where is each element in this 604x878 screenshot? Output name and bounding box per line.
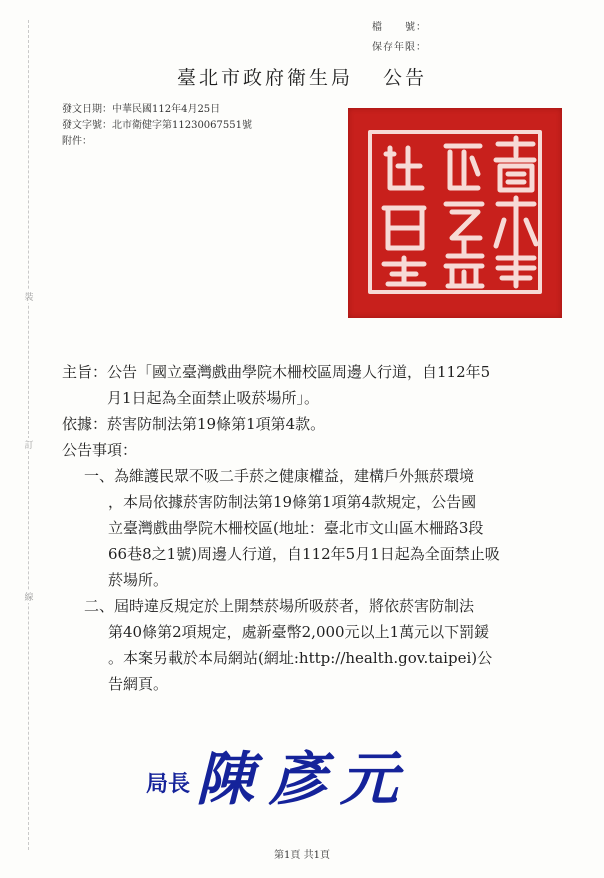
signature-role: 局長 bbox=[146, 772, 191, 797]
margin-mark-bind: 裝 bbox=[23, 290, 35, 303]
subject-line-2: 月1日起為全面禁止吸菸場所」。 bbox=[62, 389, 320, 407]
basis-line: 依據：菸害防制法第19條第1項第4款。 bbox=[62, 415, 326, 433]
attachment-label: 附件： bbox=[62, 136, 92, 147]
item-1-line-3: 立臺灣戲曲學院木柵校區(地址：臺北市文山區木柵路3段 bbox=[108, 519, 484, 537]
item-2-line-4: 告網頁。 bbox=[108, 675, 169, 693]
margin-mark-line: 線 bbox=[23, 590, 35, 603]
page-number: 第1頁 共1頁 bbox=[274, 850, 330, 861]
director-signature bbox=[146, 732, 412, 816]
official-seal bbox=[348, 108, 562, 318]
item-1-line-5: 菸場所。 bbox=[108, 571, 169, 589]
issue-date: 發文日期：中華民國112年4月25日 bbox=[62, 104, 221, 115]
document-number: 發文字號：北市衛健字第11230067551號 bbox=[62, 120, 252, 131]
item-2-line-2: 第40條第2項規定，處新臺幣2,000元以上1萬元以下罰鍰 bbox=[108, 623, 490, 641]
margin-mark-staple: 訂 bbox=[23, 438, 35, 451]
document-type: 公告 bbox=[383, 67, 428, 89]
retention-period-label: 保存年限： bbox=[372, 42, 427, 53]
signature-name: 陳彥元 bbox=[196, 745, 413, 813]
binding-margin-line bbox=[28, 20, 29, 850]
item-2-line-1: 二、屆時違反規定於上開禁菸場所吸菸者，將依菸害防制法 bbox=[84, 597, 475, 615]
item-1-line-2: ，本局依據菸害防制法第19條第1項第4款規定，公告國 bbox=[108, 493, 477, 511]
page-title bbox=[0, 63, 604, 90]
file-number-label: 檔 號： bbox=[372, 22, 427, 33]
items-heading: 公告事項： bbox=[62, 441, 138, 459]
subject-line-1: 主旨：公告「國立臺灣戲曲學院木柵校區周邊人行道，自112年5 bbox=[62, 363, 491, 381]
item-1-line-4: 66巷8之1號)周邊人行道，自112年5月1日起為全面禁止吸 bbox=[108, 545, 500, 563]
seal-stamp-graphic bbox=[348, 108, 562, 318]
agency-name: 臺北市政府衛生局 bbox=[176, 67, 353, 89]
item-2-line-3: 。本案另載於本局網站(網址:http://health.gov.taipei)公 bbox=[108, 649, 493, 667]
item-1-line-1: 一、為維護民眾不吸二手菸之健康權益，建構戶外無菸環境 bbox=[84, 467, 475, 485]
